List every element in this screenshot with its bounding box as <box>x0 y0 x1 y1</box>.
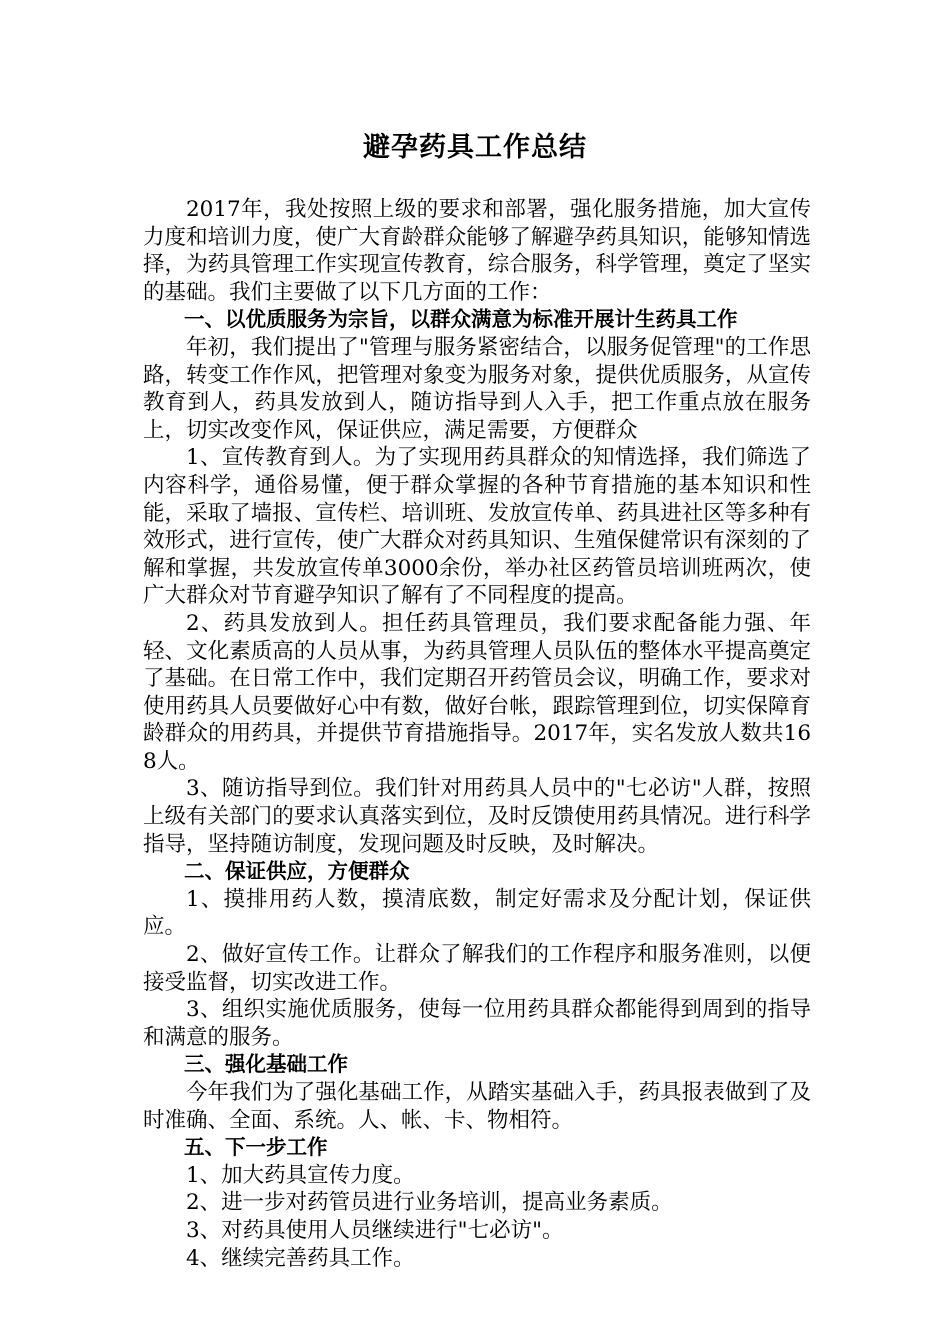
section-1-item-1: 1、宣传教育到人。为了实现用药具群众的知情选择，我们筛选了内容科学，通俗易懂，便于群众掌握的各种节育措施的基本知识和性能，采取了墙报、宣传栏、培训班、发放宣传单、药具进社区等多种有效形式，进行宣传，使广大群众对药具知识、生殖保健常识有深刻的了解和掌握，共发放宣传单3000余份，举办社区药管员培训班两次，使广大群众对节育避孕知识了解有了不同程度的提高。 <box>143 445 811 609</box>
intro-paragraph: 2017年，我处按照上级的要求和部署，强化服务措施，加大宣传力度和培训力度，使广大育龄群众能够了解避孕药具知识，能够知情选择，为药具管理工作实现宣传教育，综合服务，科学管理，奠定了坚实的基础。我们主要做了以下几方面的工作： <box>143 197 811 305</box>
section-5-heading: 五、下一步工作 <box>184 1135 328 1160</box>
section-2-item-3: 3、组织实施优质服务，使每一位用药具群众都能得到周到的指导和满意的服务。 <box>143 997 811 1050</box>
document-body <box>143 196 811 1272</box>
section-5-item-3: 3、对药具使用人员继续进行"七必访"。 <box>186 1217 564 1243</box>
section-5-item-1: 1、加大药具宣传力度。 <box>186 1162 415 1188</box>
section-1-heading: 一、以优质服务为宗旨，以群众满意为标准开展计生药具工作 <box>184 307 738 332</box>
section-1-item-3: 3、随访指导到位。我们针对用药具人员中的"七必访"人群，按照上级有关部门的要求认真落实到位，及时反馈使用药具情况。进行科学指导，坚持随访制度，发现问题及时反映，及时解决。 <box>143 776 811 857</box>
section-5-item-2: 2、进一步对药管员进行业务培训，提高业务素质。 <box>186 1190 673 1216</box>
section-2-item-2: 2、做好宣传工作。让群众了解我们的工作程序和服务准则，以便接受监督，切实改进工作。 <box>143 942 811 995</box>
document-title: 避孕药具工作总结 <box>363 132 587 163</box>
section-2-item-1: 1、摸排用药人数，摸清底数，制定好需求及分配计划，保证供应。 <box>143 886 811 940</box>
section-1-item-2: 2、药具发放到人。担任药具管理员，我们要求配备能力强、年轻、文化素质高的人员从事，为药具管理人员队伍的整体水平提高奠定了基础。在日常工作中，我们定期召开药管员会议，明确工作，要求对使用药具人员要做好心中有数，做好台帐，跟踪管理到位，切实保障育龄群众的用药具，并提供节育措施指导。2017年，实名发放人数共168人。 <box>143 610 811 774</box>
section-1-paragraph: 年初，我们提出了"管理与服务紧密结合，以服务促管理"的工作思路，转变工作作风，把管理对象变为服务对象，提供优质服务，从宣传教育到人，药具发放到人，随访指导到人入手，把工作重点放在服务上，切实改变作风，保证供应，满足需要，方便群众 <box>143 334 811 443</box>
section-3-paragraph: 今年我们为了强化基础工作，从踏实基础入手，药具报表做到了及时准确、全面、系统。人、帐、卡、物相符。 <box>143 1080 811 1133</box>
section-2-heading: 二、保证供应，方便群众 <box>184 859 410 884</box>
section-3-heading: 三、强化基础工作 <box>184 1052 348 1077</box>
section-5-item-4: 4、继续完善药具工作。 <box>186 1245 415 1271</box>
